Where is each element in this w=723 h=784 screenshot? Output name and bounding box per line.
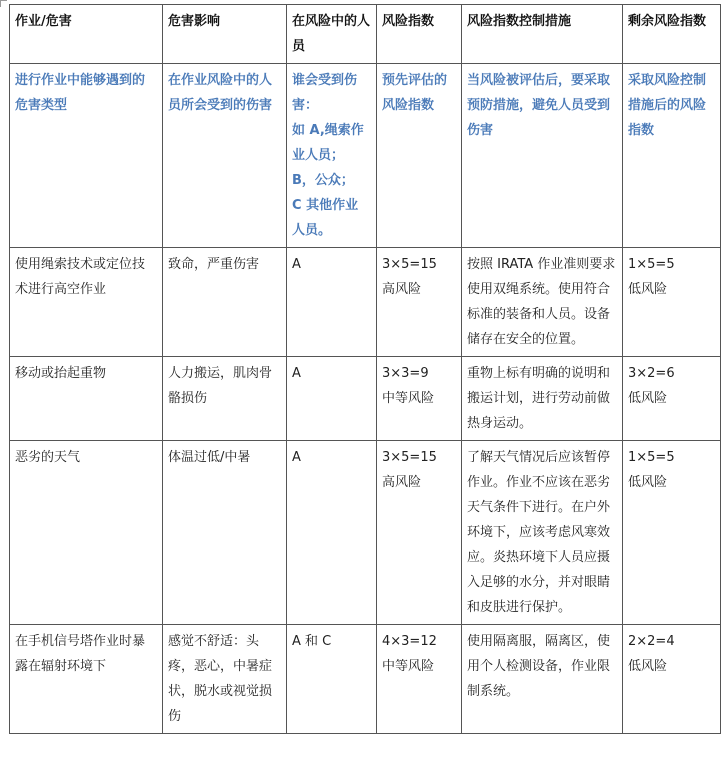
- header-cell: 剩余风险指数: [623, 5, 721, 64]
- header-cell: 风险指数: [377, 5, 462, 64]
- control-measures-cell: 重物上标有明确的说明和搬运计划，进行劳动前做热身运动。: [462, 357, 623, 441]
- risk-assessment-table: [9, 4, 721, 734]
- explanation-cell: 当风险被评估后，要采取预防措施，避免人员受到伤害: [462, 64, 623, 248]
- header-cell: 危害影响: [163, 5, 287, 64]
- corner-mark: [0, 0, 7, 7]
- control-measures-cell: 了解天气情况后应该暂停作业。作业不应该在恶劣天气条件下进行。在户外环境下，应该考虑风寒效应。炎热环境下人员应摄入足够的水分，并对眼睛和皮肤进行保护。: [462, 441, 623, 625]
- residual-risk-cell: 1×5=5 低风险: [623, 248, 721, 357]
- header-cell: 在风险中的人员: [287, 5, 377, 64]
- persons-cell: A 和 C: [287, 625, 377, 734]
- effect-cell: 致命，严重伤害: [163, 248, 287, 357]
- persons-cell: A: [287, 441, 377, 625]
- effect-cell: 感觉不舒适：头疼，恶心，中暑症状，脱水或视觉损伤: [163, 625, 287, 734]
- explanation-cell: 采取风险控制措施后的风险指数: [623, 64, 721, 248]
- control-measures-cell: 使用隔离服，隔离区，使用个人检测设备，作业限制系统。: [462, 625, 623, 734]
- table-row: [10, 248, 721, 357]
- table-row: [10, 441, 721, 625]
- risk-index-cell: 3×5=15 高风险: [377, 248, 462, 357]
- residual-risk-cell: 2×2=4 低风险: [623, 625, 721, 734]
- explanation-cell: 在作业风险中的人员所会受到的伤害: [163, 64, 287, 248]
- hazard-cell: 使用绳索技术或定位技术进行高空作业: [10, 248, 163, 357]
- table-row: [10, 357, 721, 441]
- explanation-row: [10, 64, 721, 248]
- header-cell: 风险指数控制措施: [462, 5, 623, 64]
- hazard-cell: 恶劣的天气: [10, 441, 163, 625]
- residual-risk-cell: 3×2=6 低风险: [623, 357, 721, 441]
- hazard-cell: 移动或抬起重物: [10, 357, 163, 441]
- explanation-cell: 预先评估的风险指数: [377, 64, 462, 248]
- header-row: [10, 5, 721, 64]
- effect-cell: 体温过低/中暑: [163, 441, 287, 625]
- hazard-cell: 在手机信号塔作业时暴露在辐射环境下: [10, 625, 163, 734]
- risk-index-cell: 3×3=9 中等风险: [377, 357, 462, 441]
- effect-cell: 人力搬运，肌肉骨骼损伤: [163, 357, 287, 441]
- residual-risk-cell: 1×5=5 低风险: [623, 441, 721, 625]
- risk-index-cell: 3×5=15 高风险: [377, 441, 462, 625]
- explanation-cell: 进行作业中能够遇到的危害类型: [10, 64, 163, 248]
- table-row: [10, 625, 721, 734]
- risk-index-cell: 4×3=12 中等风险: [377, 625, 462, 734]
- explanation-cell: 谁会受到伤害： 如 A,绳索作业人员； B，公众； C 其他作业人员。: [287, 64, 377, 248]
- control-measures-cell: 按照 IRATA 作业准则要求使用双绳系统。使用符合标准的装备和人员。设备储存在安全的位置。: [462, 248, 623, 357]
- header-cell: 作业/危害: [10, 5, 163, 64]
- persons-cell: A: [287, 357, 377, 441]
- persons-cell: A: [287, 248, 377, 357]
